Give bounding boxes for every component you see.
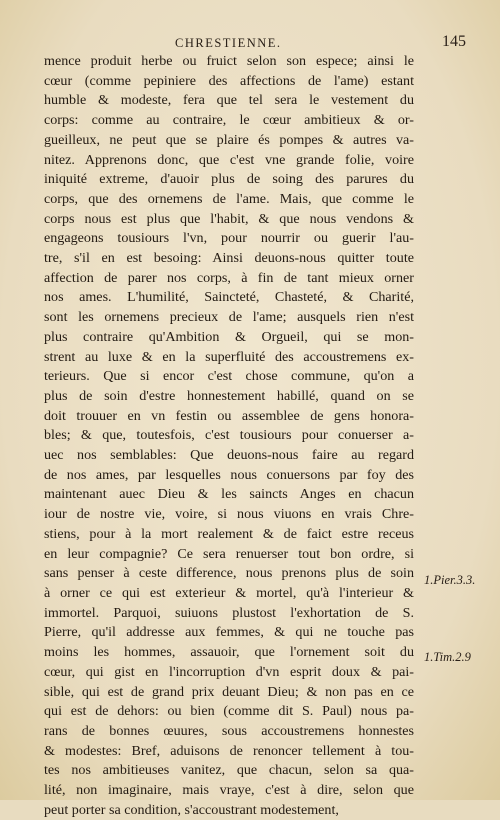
text-line: plus contraire qu'Ambition & Orgueil, qui se mon- — [44, 328, 414, 345]
text-line: sible, qui est de grand prix deuant Dieu; & non pas en ce — [44, 683, 414, 700]
text-line: tes nos ambitieuses vanitez, que chacun, selon sa qua- — [44, 762, 414, 779]
text-line: gueilleux, ne peut que se plaire és pompes & autres va- — [44, 131, 414, 148]
text-line: iour de nostre vie, voire, si nous viuons en vrais Chre- — [44, 506, 414, 523]
text-line: & modestes: Bref, aduisons de renoncer tellement à tou- — [44, 742, 414, 759]
text-line: immortel. Parquoi, suiuons plustost l'exhortation de S. — [44, 604, 414, 621]
text-line: stiens, pour à la mort realement & de faict estre receus — [44, 525, 414, 542]
text-line: sans penser à ceste difference, nous prenons plus de soin — [44, 565, 414, 582]
text-line: nos ames. L'humilité, Saincteté, Chasteté, & Charité, — [44, 289, 414, 306]
running-title: CHRESTIENNE. — [175, 36, 282, 50]
text-line: doit trouuer en vn festin ou assemblee de gens honora- — [44, 407, 414, 424]
text-line: corps nous est plus que l'habit, & que nous vendons & — [44, 210, 414, 227]
text-line: nitez. Apprenons donc, que c'est vne grande folie, voire — [44, 151, 414, 168]
text-line: Pierre, qu'il addresse aux femmes, & qui ne touche pas — [44, 624, 414, 641]
margin-note-peter: 1.Pier.3.3. — [424, 573, 476, 587]
text-line: qui est de dehors: ou bien (comme dit S. Paul) nous pa- — [44, 703, 414, 720]
text-line: affection de parer nos corps, à fin de tant mieux orner — [44, 269, 414, 286]
text-line: en leur compagnie? Ce sera renuerser tout bon ordre, si — [44, 545, 414, 562]
text-line: strent au luxe & en la superfluité des accoustremens ex- — [44, 348, 414, 365]
text-line: iniquité extreme, d'auoir plus de soing des parures du — [44, 171, 414, 188]
text-line: corps: comme au contraire, le cœur ambitieux & or- — [44, 112, 414, 129]
margin-note-timothy: 1.Tim.2.9 — [424, 650, 471, 664]
text-line: cœur (comme pepiniere des affections de l'ame) estant — [44, 72, 414, 89]
text-line: à orner ce qui est exterieur & mortel, qu'à l'interieur & — [44, 584, 414, 601]
text-line: corps, que des ornemens de l'ame. Mais, que comme le — [44, 190, 414, 207]
body-text — [44, 52, 414, 820]
text-line: rans de bonnes œuures, sous accoustremens honnestes — [44, 722, 414, 739]
text-line: terieurs. Que si encor c'est chose commune, qu'on a — [44, 368, 414, 385]
text-line: maintenant auec Dieu & les saincts Anges en chacun — [44, 486, 414, 503]
page-header — [0, 33, 500, 52]
text-line: bles; & que, toutesfois, c'est tousiours pour conuerser a- — [44, 427, 414, 444]
text-line: cœur, qui gist en l'incorruption d'vn esprit doux & pai- — [44, 663, 414, 680]
text-line: humble & modeste, fera que tel sera le vestement du — [44, 92, 414, 109]
text-line: engageons tousiours l'vn, pour nourrir ou guerir l'au- — [44, 230, 414, 247]
text-line: tre, s'il en est besoing: Ainsi deuons-nous quitter toute — [44, 250, 414, 267]
text-line: peut porter sa condition, s'accoustrant modestement, — [44, 801, 339, 818]
text-line: de nos ames, par lesquelles nous conuersons par foy des — [44, 466, 414, 483]
text-line: sont les ornemens precieux de l'ame; ausquels rien n'est — [44, 309, 414, 326]
text-line: uec nos semblables: Que deuons-nous faire au regard — [44, 447, 414, 464]
text-line: lité, non imaginaire, mais vraye, c'est à dire, selon que — [44, 782, 414, 799]
text-line: moins les hommes, assauoir, que l'ornement soit du — [44, 644, 414, 661]
text-line: plus de soin d'estre honnestement habillé, quand on se — [44, 387, 414, 404]
page-number: 145 — [442, 33, 466, 50]
text-line: mence produit herbe ou fruict selon son espece; ainsi le — [44, 53, 414, 69]
